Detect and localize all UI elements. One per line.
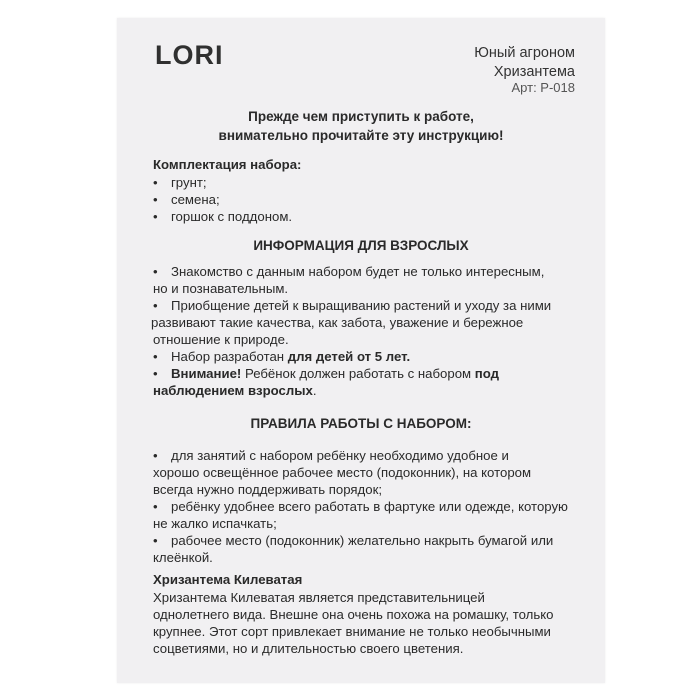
intro-line-2: внимательно прочитайте эту инструкцию! — [218, 128, 504, 143]
rule-2-line2: не жалко испачкать; — [153, 516, 277, 531]
article-number: Арт: P-018 — [511, 80, 575, 95]
bullet-icon: • — [153, 175, 158, 190]
brand-logo: LORI — [155, 40, 224, 70]
flower-title: Хризантема Килеватая — [153, 572, 303, 587]
bullet-icon: • — [153, 264, 158, 279]
flower-line-3: крупнее. Этот сорт привлекает внимание не только необычными — [153, 624, 551, 639]
attention-label: Внимание! — [171, 366, 242, 381]
rule-3-line2: клеёнкой. — [153, 550, 213, 565]
rule-1-line1 — [153, 448, 509, 463]
age-note: для детей от 5 лет. — [287, 349, 411, 364]
adults-p1-line2: но и познавательным. — [153, 281, 289, 296]
kit-item — [153, 192, 220, 207]
adults-p3 — [153, 349, 410, 364]
bullet-icon: • — [153, 298, 158, 313]
kit-title: Комплектация набора: — [153, 157, 302, 172]
instruction-sheet — [117, 18, 605, 683]
paragraph-text: . — [312, 383, 317, 398]
paragraph-text: рабочее место (подоконник) желательно накрыть бумагой или — [171, 533, 554, 548]
supervision-note: под — [474, 366, 500, 381]
rule-1-line3: всегда нужно поддерживать порядок; — [153, 482, 382, 497]
kit-item-label: горшок с поддоном. — [171, 209, 293, 224]
flower-line-2: однолетнего вида. Внешне она очень похожа на ромашку, только — [153, 607, 554, 622]
bullet-icon: • — [153, 499, 158, 514]
bullet-icon: • — [153, 209, 158, 224]
bullet-icon: • — [153, 533, 158, 548]
adults-p2-line1 — [153, 298, 551, 313]
flower-line-1: Хризантема Килеватая является представительницей — [153, 590, 485, 605]
rule-1-line2: хорошо освещённое рабочее место (подоконник), на котором — [153, 465, 532, 480]
adults-p4-line1 — [153, 366, 499, 381]
bullet-icon: • — [153, 192, 158, 207]
paragraph-text: Ребёнок должен работать с набором — [241, 366, 475, 381]
flower-line-4: соцветиями, но и длительностью своего цветения. — [153, 641, 464, 656]
paragraph-text: ребёнку удобнее всего работать в фартуке или одежде, которую — [171, 499, 568, 514]
adults-p4-line2 — [153, 383, 317, 398]
paragraph-text: Знакомство с данным набором будет не только интересным, — [171, 264, 545, 279]
paragraph-text: Приобщение детей к выращиванию растений и уходу за ними — [171, 298, 552, 313]
supervision-note: наблюдением взрослых — [153, 383, 313, 398]
kit-item-label: семена; — [171, 192, 220, 207]
paragraph-text: Набор разработан — [171, 349, 288, 364]
bullet-icon: • — [153, 349, 158, 364]
rule-2-line1 — [153, 499, 568, 514]
series-title: Юный агроном — [474, 45, 575, 61]
bullet-icon: • — [153, 448, 158, 463]
kit-item — [153, 209, 292, 224]
adults-p2-line3: отношение к природе. — [153, 332, 289, 347]
bullet-icon: • — [153, 366, 158, 381]
rule-3-line1 — [153, 533, 553, 548]
kit-item-label: грунт; — [171, 175, 207, 190]
rules-heading: ПРАВИЛА РАБОТЫ С НАБОРОМ: — [250, 416, 472, 431]
intro-line-1: Прежде чем приступить к работе, — [248, 109, 474, 124]
product-title: Хризантема — [493, 64, 575, 80]
paragraph-text: для занятий с набором ребёнку необходимо удобное и — [171, 448, 509, 463]
kit-item — [153, 175, 207, 190]
adults-heading: ИНФОРМАЦИЯ ДЛЯ ВЗРОСЛЫХ — [253, 238, 469, 253]
adults-p1-line1 — [153, 264, 544, 279]
adults-p2-line2: развивают такие качества, как забота, уважение и бережное — [151, 315, 524, 330]
